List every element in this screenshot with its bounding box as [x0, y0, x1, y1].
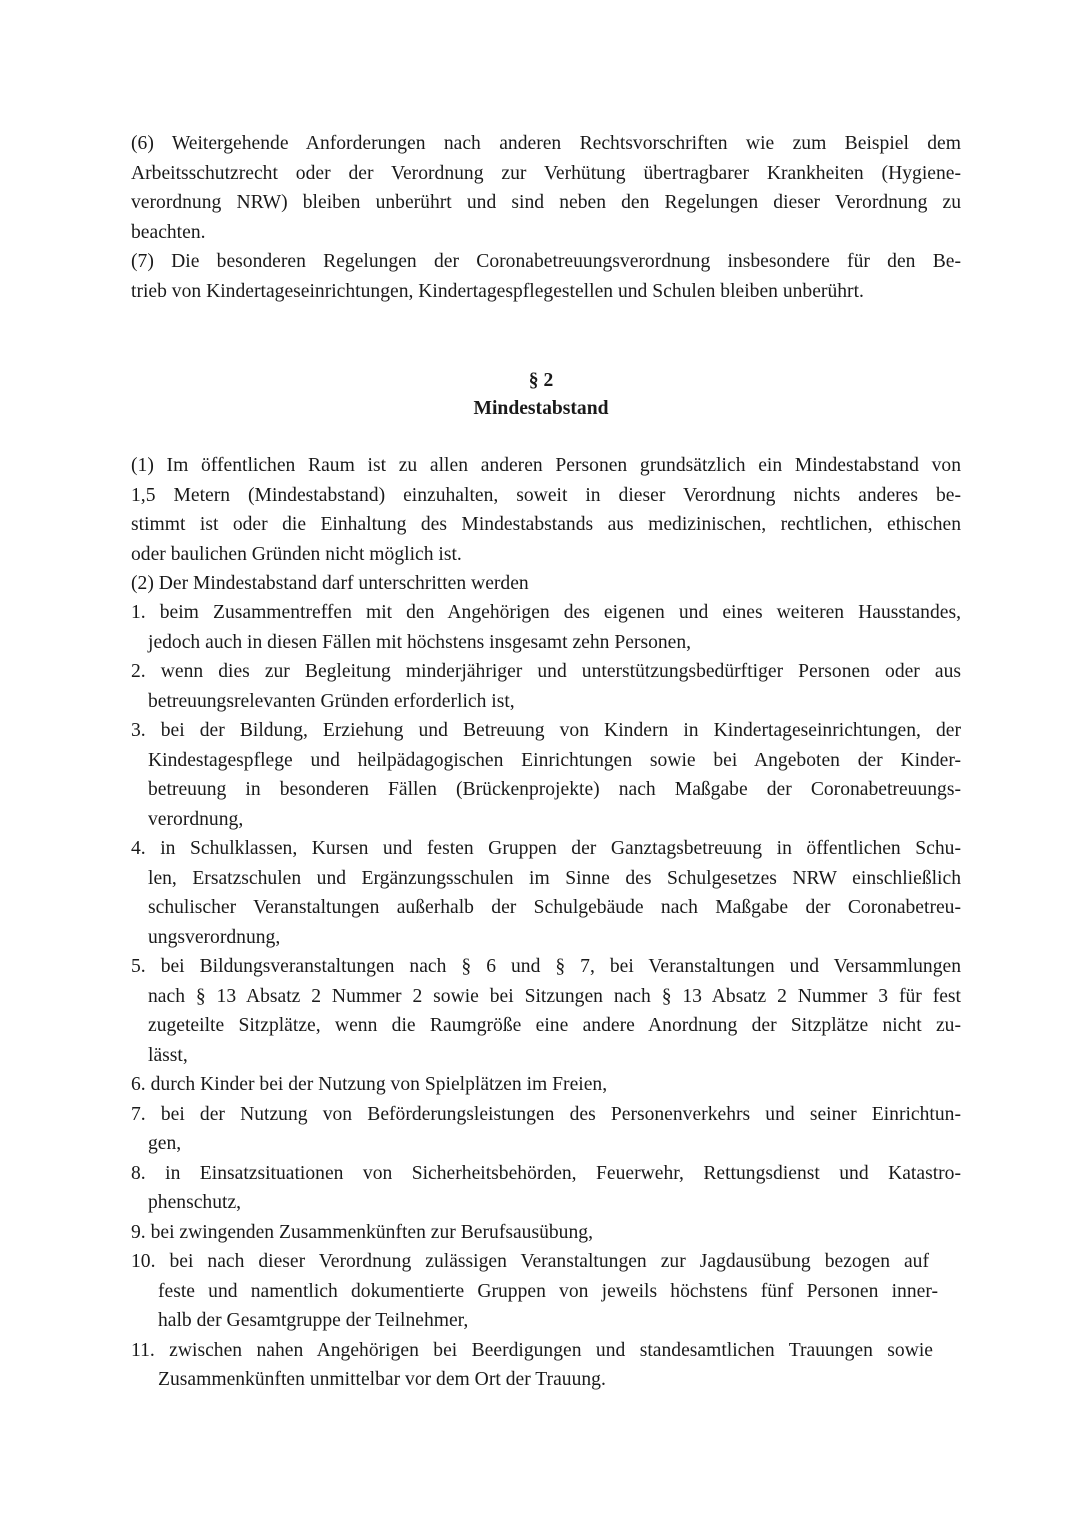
exception-list — [131, 598, 961, 1395]
text-line: (7) Die besonderen Regelungen der Coronabetreuungsverordnung insbesondere für den Be- — [131, 251, 961, 272]
text-line: ungsverordnung, — [148, 926, 281, 948]
text-line: lässt, — [148, 1044, 188, 1066]
text-line: oder baulichen Gründen nicht möglich ist. — [131, 543, 462, 565]
text-line: phenschutz, — [148, 1192, 242, 1213]
text-line: verordnung NRW) bleiben unberührt und sind neben den Regelungen dieser Verordnung zu — [131, 192, 961, 213]
text-line: 9. bei zwingenden Zusammenkünften zur Berufsausübung, — [131, 1221, 593, 1243]
text-line: jedoch auch in diesen Fällen mit höchstens insgesamt zehn Personen, — [148, 631, 692, 653]
text-line: stimmt ist oder die Einhaltung des Mindestabstands aus medizinischen, rechtlichen, ethischen — [131, 514, 961, 535]
text-line: beachten. — [131, 221, 206, 243]
text-line: halb der Gesamtgruppe der Teilnehmer, — [158, 1310, 469, 1331]
list-item — [131, 1218, 961, 1248]
text-line: 2. wenn dies zur Begleitung minderjähriger und unterstützungsbedürftiger Personen oder aus — [131, 661, 961, 682]
section-number: § 2 — [528, 370, 554, 391]
text-line: (1) Im öffentlichen Raum ist zu allen anderen Personen grundsätzlich ein Mindestabstand von — [131, 455, 961, 476]
list-item — [131, 1247, 961, 1336]
text-line: betreuung in besonderen Fällen (Brückenprojekte) nach Maßgabe der Coronabetreuungs- — [148, 779, 961, 800]
list-item — [131, 1336, 961, 1395]
text-line: Zusammenkünften unmittelbar vor dem Ort der Trauung. — [158, 1369, 606, 1390]
text-line: betreuungsrelevanten Gründen erforderlich ist, — [148, 690, 515, 712]
text-line: feste und namentlich dokumentierte Gruppen von jeweils höchstens fünf Personen inner- — [158, 1280, 938, 1302]
paragraph-6 — [131, 129, 961, 247]
text-line: Kindestagespflege und heilpädagogischen Einrichtungen sowie bei Angeboten der Kinder- — [148, 749, 961, 771]
text-line: 1. beim Zusammentreffen mit den Angehörigen des eigenen und eines weiteren Hausstandes, — [131, 602, 961, 623]
list-item — [131, 952, 961, 1070]
text-line: trieb von Kindertageseinrichtungen, Kindertagespflegestellen und Schulen bleiben unberührt. — [131, 280, 864, 302]
text-line: verordnung, — [148, 808, 244, 830]
list-item — [131, 1070, 961, 1100]
text-line: gen, — [148, 1133, 182, 1154]
list-item — [131, 657, 961, 716]
text-line: 3. bei der Bildung, Erziehung und Betreuung von Kindern in Kindertageseinrichtungen, der — [131, 720, 961, 741]
list-item — [131, 598, 961, 657]
text-line: schulischer Veranstaltungen außerhalb der Schulgebäude nach Maßgabe der Coronabetreu- — [148, 897, 961, 918]
list-item — [131, 716, 961, 834]
text-line: (6) Weitergehende Anforderungen nach anderen Rechtsvorschriften wie zum Beispiel dem — [131, 133, 961, 154]
text-line: 10. bei nach dieser Verordnung zulässigen Veranstaltungen zur Jagdausübung bezogen auf — [131, 1251, 929, 1272]
text-line: zugeteilte Sitzplätze, wenn die Raumgröße eine andere Anordnung der Sitzplätze nicht zu- — [148, 1015, 961, 1036]
paragraph-1 — [131, 451, 961, 599]
text-line: 6. durch Kinder bei der Nutzung von Spielplätzen im Freien, — [131, 1074, 608, 1095]
text-line: nach § 13 Absatz 2 Nummer 2 sowie bei Sitzungen nach § 13 Absatz 2 Nummer 3 für fest — [148, 985, 961, 1007]
text-line: 4. in Schulklassen, Kursen und festen Gruppen der Ganztagsbetreuung in öffentlichen Schu- — [131, 838, 961, 859]
text-line: len, Ersatzschulen und Ergänzungsschulen im Sinne des Schulgesetzes NRW einschließlich — [148, 867, 961, 889]
list-item — [131, 1159, 961, 1218]
paragraph-7 — [131, 247, 961, 306]
list-item — [131, 834, 961, 952]
text-line: 1,5 Metern (Mindestabstand) einzuhalten, soweit in dieser Verordnung nichts anderes be- — [131, 484, 961, 506]
text-line: Arbeitsschutzrecht oder der Verordnung zur Verhütung übertragbarer Krankheiten (Hygiene- — [131, 162, 961, 184]
section-title: Mindestabstand — [473, 398, 609, 419]
text-line: 11. zwischen nahen Angehörigen bei Beerdigungen und standesamtlichen Trauungen sowie — [131, 1339, 933, 1361]
list-item — [131, 1100, 961, 1159]
text-line: 8. in Einsatzsituationen von Sicherheitsbehörden, Feuerwehr, Rettungsdienst und Katastro- — [131, 1162, 961, 1184]
paragraph-2-intro: (2) Der Mindestabstand darf unterschritten werden — [131, 573, 529, 594]
text-line: 5. bei Bildungsveranstaltungen nach § 6 und § 7, bei Veranstaltungen und Versammlungen — [131, 956, 961, 977]
text-line: 7. bei der Nutzung von Beförderungsleistungen des Personenverkehrs und seiner Einrichtun- — [131, 1103, 961, 1125]
